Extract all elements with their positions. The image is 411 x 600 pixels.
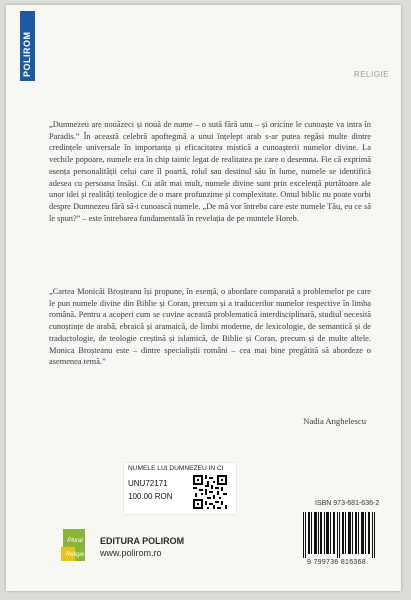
- spine-brand: [20, 11, 35, 81]
- svg-text:Plural: Plural: [67, 538, 83, 544]
- spine-brand-label: POLIROM: [22, 31, 32, 77]
- quote-author: Nadia Anghelescu: [303, 416, 366, 426]
- publisher-name: EDITURA POLIROM: [100, 536, 185, 546]
- barcode-icon: [303, 512, 375, 558]
- price-sticker: [124, 463, 236, 514]
- svg-text:Religie: Religie: [65, 552, 85, 558]
- qr-code-icon: [193, 475, 227, 509]
- publisher-url[interactable]: www.polirom.ro: [100, 548, 162, 558]
- sticker-price: 100.00 RON: [128, 492, 173, 501]
- sticker-title: NUMELE LUI DUMNEZEU IN CI: [128, 465, 224, 472]
- plural-religie-logo-icon: [61, 527, 89, 563]
- blurb-paragraph-1: „Dumnezeu are nouăzeci și nouă de nume – o sută fără unu – și oricine le cunoaște va intra în Paradis.” În această celebră apoftegmă a unui înțelept arab s-ar putea regăsi multe dintre credințele universale în importanța și eficacitatea mistică a cunoașterii numelor divine. La vechile popoare, numele era în chip tainic legat de realitatea pe care o desemna. Fie că exprimă esența personalității celui care îl poartă, rolul sau destinul său în lume, numele se identifică adesea cu persoana însăși. Cu atât mai mult, numele divine sunt prin excelență purtătoare ale unor idei și realități teologice de o mare profunzime și complexitate. Omul biblic nu poate vorbi despre Dumnezeu fără să-i cunoască numele. „De mă vor întreba care este numele Tău, eu ce să le spun?” – este întrebarea fundamentală în revelația de pe muntele Horeb.: [49, 120, 371, 223]
- barcode-digits: 9 799736 816368: [307, 559, 366, 566]
- isbn-text: ISBN 973-681-636-2: [315, 500, 380, 507]
- blurb-paragraph-2: „Cartea Monicăi Broșteanu își propune, în esență, o abordare comparată a problemelor pe care le pun numele divine din Biblie și Coran, precum și a traducerilor numelor respective în limba română. Pentru a acoperi cum se cuvine această problematică interdisciplinară, studiul necesită cunoștințe de arabă, ebraică și aramaică, de limbi moderne, de lexicologie, de semantică și de traductologie, de teologie creștină și islamică, de Biblie și Coran, precum și de multe altele. Monica Broșteanu este – dintre specialiștii români – cea mai bine pregătită să abordeze o asemenea temă.”: [49, 287, 371, 367]
- book-back-cover: [6, 5, 401, 591]
- category-label: RELIGIE: [353, 70, 389, 79]
- sticker-code: UNU72171: [128, 479, 168, 488]
